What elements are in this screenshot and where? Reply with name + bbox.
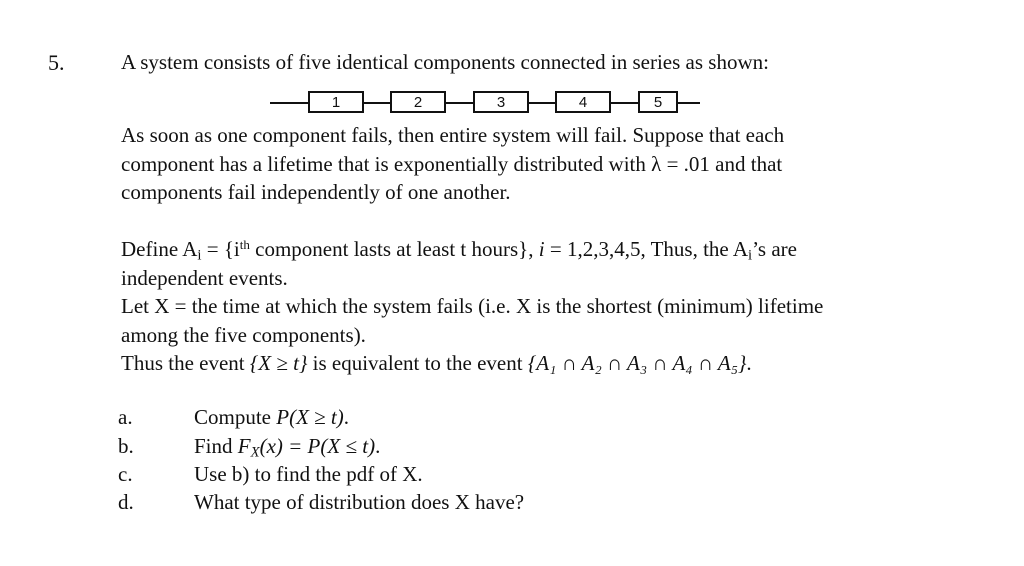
part-b-math-sub: X xyxy=(250,444,260,461)
part-c-text: Use b) to find the pdf of X. xyxy=(194,462,423,486)
series-diagram xyxy=(270,90,700,116)
index-variable: i xyxy=(538,237,545,261)
failure-paragraph xyxy=(121,121,784,207)
failure-line-2 xyxy=(121,150,784,179)
definition-mid: component lasts at least t hours}, xyxy=(249,237,539,261)
wire-segment xyxy=(270,102,308,104)
part-d-text: What type of distribution does X have? xyxy=(194,490,525,514)
subscript-i: i xyxy=(197,247,202,264)
event-x: {X ≥ t} xyxy=(249,351,308,375)
part-c-letter: c. xyxy=(118,462,133,486)
component-box-2: 2 xyxy=(390,91,446,113)
definition-set: = 1,2,3,4,5, Thus, the A xyxy=(544,237,748,261)
part-d-letter: d. xyxy=(118,490,134,514)
part-a-letter: a. xyxy=(118,405,133,429)
wire-segment xyxy=(364,102,390,104)
wire-segment xyxy=(678,102,700,104)
component-box-5: 5 xyxy=(638,91,678,113)
equivalence-mid: is equivalent to the event xyxy=(307,351,528,375)
equivalence-post: . xyxy=(746,351,752,375)
definition-eq: = {i xyxy=(201,237,240,261)
wire-segment xyxy=(529,102,555,104)
part-a-pre: Compute xyxy=(194,405,277,429)
wire-segment xyxy=(611,102,638,104)
superscript-th: th xyxy=(239,236,250,252)
part-b-letter: b. xyxy=(118,434,134,458)
part-a-math: P(X ≥ t) xyxy=(276,405,344,429)
part-b-pre: Find xyxy=(194,434,238,458)
subscript-i-2: i xyxy=(748,247,753,264)
part-a-text xyxy=(194,405,349,430)
part-b-post: . xyxy=(375,434,381,458)
failure-line-3: components fail independently of one another. xyxy=(121,180,511,204)
component-box-1: 1 xyxy=(308,91,364,113)
part-b-text xyxy=(194,434,380,459)
definition-post: ’s are xyxy=(752,237,797,261)
event-a-intersection: {A₁ ∩ A₂ ∩ A₃ ∩ A₄ ∩ A₅} xyxy=(527,351,747,375)
intro-text: A system consists of five identical components connected in series as shown: xyxy=(121,50,769,74)
failure-line-1: As soon as one component fails, then entire system will fail. Suppose that each xyxy=(121,123,785,147)
component-box-3: 3 xyxy=(473,91,529,113)
definition-pre: Define A xyxy=(121,237,198,261)
part-a-post: . xyxy=(343,405,350,429)
definition-line-2: independent events. xyxy=(121,265,288,290)
part-b-math: F xyxy=(237,434,251,458)
wire-segment xyxy=(446,102,473,104)
failure-line-2-text: component has a lifetime that is exponentially distributed with xyxy=(121,151,652,176)
let-x-line-1: Let X = the time at which the system fails (i.e. X is the shortest (minimum) lifetime xyxy=(121,294,824,318)
definition-paragraph xyxy=(121,235,823,378)
equivalence-line xyxy=(121,349,823,378)
part-b-math-post: (x) = P(X ≤ t) xyxy=(259,434,376,458)
lambda-value: λ = .01 xyxy=(651,151,710,176)
failure-line-2-tail: and that xyxy=(709,151,783,176)
equivalence-pre: Thus the event xyxy=(121,351,250,375)
definition-line-1 xyxy=(121,235,823,264)
problem-number: 5. xyxy=(48,50,65,75)
let-x-line-2: among the five components). xyxy=(121,322,366,347)
component-box-4: 4 xyxy=(555,91,611,113)
